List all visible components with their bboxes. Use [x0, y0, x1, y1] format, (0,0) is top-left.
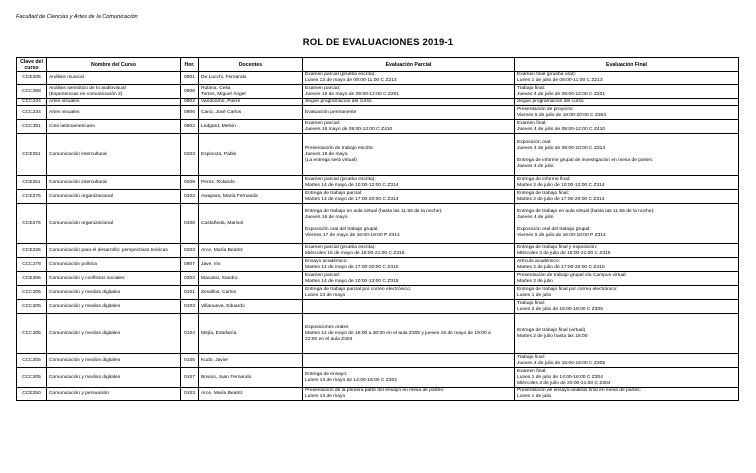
final-evaluation-cell: Trabajo final: Jueves 4 de julio de 15:00-18:00 C Z305 [515, 354, 739, 368]
partial-evaluation-cell: Examen parcial: Martes 14 de mayo de 10:00-13:00 C Z315 [303, 272, 515, 286]
schedule-cell: 0104 [181, 314, 199, 354]
schedule-cell: 0906 [181, 85, 199, 99]
table-row [17, 354, 739, 368]
partial-evaluation-cell: Examen parcial (prueba escrita): Lunes 13 de mayo de 09:00-11:00 C Z213 [303, 72, 515, 85]
table-row [17, 286, 739, 300]
course-name-cell: Comunicación y medios digitales [47, 314, 181, 354]
col-header-parcial: Evaluación Parcial [303, 58, 515, 72]
partial-evaluation-cell: Examen parcial: Jueves 16 mayo de 09:00-12:00 C Z410 [303, 120, 515, 134]
schedule-cell: 0103 [181, 388, 199, 401]
teacher-cell: Arce, María Beatriz [199, 244, 303, 258]
partial-evaluation-cell: Presentación de trabajo escrito: Jueves 16 de mayo. (La entrega será virtual) [303, 134, 515, 176]
course-name-cell: Comunicación para el desarrollo: perspectivas teóricas [47, 244, 181, 258]
evaluations-table [16, 57, 739, 401]
teacher-cell: Vandoorne, Pierre [199, 99, 303, 106]
table-header-row [17, 58, 739, 72]
col-header-docentes: Docentes [199, 58, 303, 72]
final-evaluation-cell: Examen final: Lunes 1 de julio de 14:00-16:00 C Z304 Miércoles 3 de julio de 20:00-21:00 C Z304 [515, 368, 739, 388]
final-evaluation-cell: Entrega de trabajo final por correo electrónico: Lunes 1 de julio [515, 286, 739, 300]
table-row [17, 120, 739, 134]
table-row [17, 204, 739, 244]
final-evaluation-cell: Entrega de trabajo final y exposición: Miércoles 3 de julio de 18:00-21:00 C Z316 [515, 244, 739, 258]
teacher-cell: Awapara, María Fernanda [199, 190, 303, 204]
partial-evaluation-cell: Entrega de trabajo parcial por correo electrónico: Lunes 13 de mayo [303, 286, 515, 300]
partial-evaluation-cell: Evaluación permanente [303, 106, 515, 120]
table-row [17, 99, 739, 106]
table-row [17, 176, 739, 190]
final-evaluation-cell: Trabajo final: Lunes 2 de julio de 15:00-18:00 C Z305 [515, 300, 739, 314]
final-evaluation-cell: Presentación de ensayo-análisis final en mesa de partes: Lunes 1 de julio [515, 388, 739, 401]
course-code-cell: CCC205 [17, 368, 47, 388]
final-evaluation-cell: Entrega de trabajo en aula virtual (hasta las 11.55 de la noche): Jueves 4 de julio Exposición oral del trabajo grupal: Viernes 5 de julio de 16:00-18:00 P Z314 [515, 204, 739, 244]
course-code-cell: CCC234 [17, 99, 47, 106]
course-name-cell: Artes visuales [47, 106, 181, 120]
partial-evaluation-cell [303, 300, 515, 314]
partial-evaluation-cell: Según programación del curso [303, 99, 515, 106]
partial-evaluation-cell: Examen parcial (prueba escrita): Martes 14 de mayo de 10:00-12:00 C Z314 [303, 176, 515, 190]
course-name-cell: Comunicación organizacional [47, 204, 181, 244]
teacher-cell: Jave, Iris [199, 258, 303, 272]
table-row [17, 190, 739, 204]
partial-evaluation-cell: Examen parcial (prueba escrita): Miércoles 15 de mayo de 18:00-21:00 C Z316 [303, 244, 515, 258]
course-code-cell: CCE251 [17, 134, 47, 176]
schedule-cell: 0101 [181, 286, 199, 300]
final-evaluation-cell: Exposición oral: Jueves 4 de julio de 08:00-10:00 C Z314 Entrega de informe grupal de investigación en mesa de partes: Jueves 4 de julio [515, 134, 739, 176]
course-name-cell: Comunicación y medios digitales [47, 300, 181, 314]
partial-evaluation-cell [303, 354, 515, 368]
teacher-cell: Rubina, Celia Torres, Miguel Ángel [199, 85, 303, 99]
schedule-cell: 0208 [181, 176, 199, 190]
course-code-cell: CCE226 [17, 244, 47, 258]
col-header-hor: Hor. [181, 58, 199, 72]
course-code-cell: CCC381 [17, 120, 47, 134]
final-evaluation-cell: Entrega de trabajo final: Martes 2 de julio de 17:00-20:00 C Z314 [515, 190, 739, 204]
final-evaluation-cell: Artículo académico: Martes 2 de julio de 17:00-20:00 C Z410 [515, 258, 739, 272]
final-evaluation-cell: Trabajo final: Jueves 4 de julio de 09:00-12:00 C Z201 [515, 85, 739, 99]
table-row [17, 388, 739, 401]
course-name-cell: Comunicación intercultural [47, 134, 181, 176]
schedule-cell: 0906 [181, 106, 199, 120]
table-row [17, 244, 739, 258]
course-code-cell: CCC205 [17, 354, 47, 368]
course-name-cell: Comunicación política [47, 258, 181, 272]
course-code-cell: CCC278 [17, 258, 47, 272]
schedule-cell: 0403 [181, 190, 199, 204]
course-code-cell: CCE275 [17, 190, 47, 204]
course-code-cell: CCE275 [17, 204, 47, 244]
teacher-cell: Villanueva, Eduardo [199, 300, 303, 314]
partial-evaluation-cell: Examen parcial: Jueves 16 de mayo de 09:00-12:00 C Z201 [303, 85, 515, 99]
final-evaluation-cell: Presentación de trabajo grupal vía Campus virtual: Martes 2 de julio [515, 272, 739, 286]
course-name-cell: Comunicación y medios digitales [47, 354, 181, 368]
final-evaluation-cell: Entrega de informe final: Martes 2 de julio de 10:00-12:00 C Z314 [515, 176, 739, 190]
partial-evaluation-cell: Entrega de trabajo en aula virtual (hasta las 11.55 de la noche): Jueves 16 de mayo Exposición oral del trabajo grupal: Viernes 17 de mayo de 16:00-18:00 P Z314 [303, 204, 515, 244]
teacher-cell: Espinoza, Pablo [199, 134, 303, 176]
schedule-cell: 0406 [181, 204, 199, 244]
teacher-cell: Cano, José Carlos [199, 106, 303, 120]
final-evaluation-cell: Entrega de trabajo final (virtual) Martes 2 de julio hasta las 18:00 [515, 314, 739, 354]
teacher-cell: Mejía, Estefanía [199, 314, 303, 354]
course-name-cell: Comunicación organizacional [47, 190, 181, 204]
table-row [17, 134, 739, 176]
teacher-cell: Macassi, Sandro [199, 272, 303, 286]
course-code-cell: CCE286 [17, 272, 47, 286]
course-name-cell: Cine latinoamericano [47, 120, 181, 134]
course-code-cell: CCC205 [17, 314, 47, 354]
schedule-cell: 0902 [181, 120, 199, 134]
final-evaluation-cell: Según programación del curso [515, 99, 739, 106]
faculty-name: Facultad de Ciencias y Artes de la Comunicación [16, 14, 138, 20]
table-row [17, 72, 739, 85]
table-row [17, 258, 739, 272]
col-header-curso: Nombre del Curso [47, 58, 181, 72]
teacher-cell: Kudo, Javier [199, 354, 303, 368]
schedule-cell: 0105 [181, 354, 199, 368]
schedule-cell: 0907 [181, 258, 199, 272]
course-name-cell: Comunicación y persuasión [47, 388, 181, 401]
schedule-cell: 0103 [181, 300, 199, 314]
course-name-cell: Comunicación y medios digitales [47, 368, 181, 388]
partial-evaluation-cell: Entrega de ensayo: Lunes 13 de mayo de 14:00-16:00 C Z304 [303, 368, 515, 388]
schedule-cell: 0901 [181, 72, 199, 85]
partial-evaluation-cell: Ensayo académico: Martes 14 de mayo de 17:00-20:00 C Z410 [303, 258, 515, 272]
teacher-cell: Perez, Rolando [199, 176, 303, 190]
table-row [17, 272, 739, 286]
teacher-cell: Bossio, Juan Fernando [199, 368, 303, 388]
course-name-cell: Análisis semiótico de lo audiovisual (Experiencias en comunicación 2) [47, 85, 181, 99]
course-code-cell: CCC205 [17, 300, 47, 314]
course-name-cell: Comunicación y conflictos sociales [47, 272, 181, 286]
teacher-cell: Zevallos, Carlos [199, 286, 303, 300]
course-name-cell: Artes visuales [47, 99, 181, 106]
partial-evaluation-cell: Presentación de la primera parte del ensayo en mesa de partes: Lunes 13 de mayo [303, 388, 515, 401]
col-header-clave: Clave del curso [17, 58, 47, 72]
table-body [17, 72, 739, 401]
teacher-cell: Ledgard, Melvin [199, 120, 303, 134]
course-code-cell: CCE250 [17, 388, 47, 401]
schedule-cell: 0303 [181, 272, 199, 286]
course-name-cell: Comunicación y medios digitales [47, 286, 181, 300]
final-evaluation-cell: Presentación de proyecto: Viernes 5 de julio de 18:00-20:00 C Z304 [515, 106, 739, 120]
partial-evaluation-cell: Entrega de trabajo parcial: Martes 14 de mayo de 17:00-20:00 C Z314 [303, 190, 515, 204]
course-code-cell: CCC234 [17, 106, 47, 120]
final-evaluation-cell: Examen final: Jueves 4 de julio de 09:00-12:00 C Z410 [515, 120, 739, 134]
teacher-cell: Arce, María Beatriz [199, 388, 303, 401]
course-code-cell: CCE251 [17, 176, 47, 190]
teacher-cell: Castañeda, Marisol [199, 204, 303, 244]
course-name-cell: Análisis musical [47, 72, 181, 85]
table-row [17, 300, 739, 314]
table-row [17, 314, 739, 354]
final-evaluation-cell: Examen final (prueba oral): Lunes 1 de julio de 09:00-11:00 C Z213 [515, 72, 739, 85]
table-row [17, 106, 739, 120]
page-title: ROL DE EVALUACIONES 2019-1 [302, 37, 454, 48]
course-code-cell: CCC358 [17, 85, 47, 99]
table-row [17, 368, 739, 388]
schedule-cell: 0107 [181, 368, 199, 388]
col-header-final: Evaluación Final [515, 58, 739, 72]
table-row [17, 85, 739, 99]
schedule-cell: 0902 [181, 99, 199, 106]
course-code-cell: CCC205 [17, 286, 47, 300]
teacher-cell: De Lucchi, Fernando [199, 72, 303, 85]
partial-evaluation-cell: Exposiciones orales Martes 14 de mayo de 18:00 a 20:00 en el aula Z305 y jueves 16 de mayo de 19:00 a 22:00 en el aula Z304 [303, 314, 515, 354]
schedule-cell: 0203 [181, 134, 199, 176]
schedule-cell: 0203 [181, 244, 199, 258]
course-name-cell: Comunicación intercultural [47, 176, 181, 190]
course-code-cell: CCE205 [17, 72, 47, 85]
